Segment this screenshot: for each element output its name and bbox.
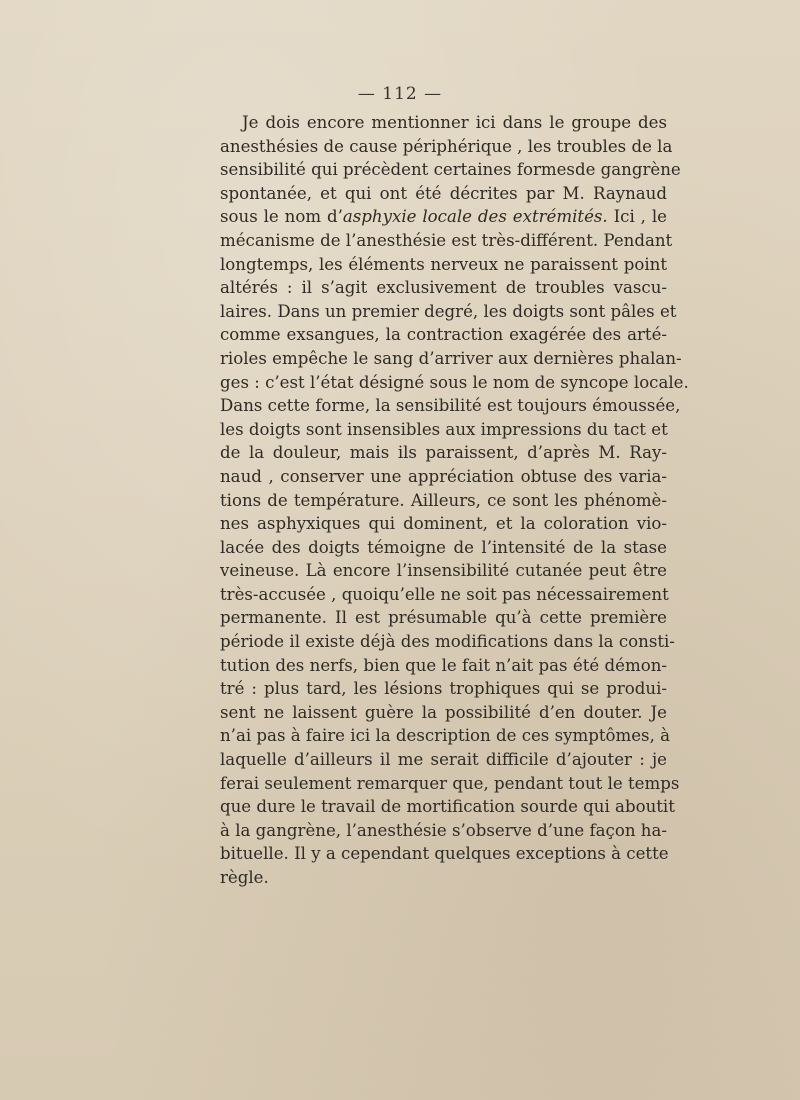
text-line: ferai seulement remarquer que, pendant tout le temps bbox=[220, 773, 680, 793]
text-line: anesthésies de cause périphérique , les troubles de la bbox=[220, 136, 673, 156]
text-line: lacée des doigts témoigne de l’intensité de la stase bbox=[220, 537, 667, 557]
text-line: nes asphyxiques qui dominent, et la coloration vio- bbox=[220, 514, 667, 534]
text-line: tution des nerfs, bien que le fait n’ait pas été démon- bbox=[220, 655, 667, 675]
text-line: spontanée, et qui ont été décrites par M. Raynaud bbox=[220, 183, 667, 203]
text-line: sensibilité qui précèdent certaines formesde gangrène bbox=[220, 160, 681, 180]
text-line: tré : plus tard, les lésions trophiques qui se produi- bbox=[220, 679, 667, 699]
text-line: de la douleur, mais ils paraissent, d’après M. Ray- bbox=[220, 443, 667, 463]
body-text-paragraph bbox=[220, 111, 689, 890]
text-line: rioles empêche le sang d’arriver aux dernières phalan- bbox=[220, 348, 682, 368]
text-line: laquelle d’ailleurs il me serait difficile d’ajouter : je bbox=[220, 750, 667, 770]
text-line: naud , conserver une appréciation obtuse des varia- bbox=[220, 466, 667, 486]
text-line: longtemps, les éléments nerveux ne paraissent point bbox=[220, 254, 667, 274]
text-line: comme exsangues, la contraction exagérée des arté- bbox=[220, 325, 667, 345]
text-line: tions de température. Ailleurs, ce sont les phénomè- bbox=[220, 490, 667, 510]
text-line: veineuse. Là encore l’insensibilité cutanée peut être bbox=[220, 561, 667, 581]
text-line: altérés : il s’agit exclusivement de troubles vascu- bbox=[220, 278, 667, 298]
text-line: laires. Dans un premier degré, les doigts sont pâles et bbox=[220, 301, 677, 321]
text-line: bituelle. Il y a cependant quelques exceptions à cette bbox=[220, 844, 669, 864]
text-line: Je dois encore mentionner ici dans le groupe des bbox=[242, 113, 667, 132]
text-line: période il existe déjà des modifications dans la consti- bbox=[220, 632, 675, 652]
text-line: n’ai pas à faire ici la description de ces symptômes, à bbox=[220, 726, 671, 746]
text-line: Dans cette forme, la sensibilité est toujours émoussée, bbox=[220, 396, 681, 416]
text-line: les doigts sont insensibles aux impressions du tact et bbox=[220, 419, 668, 439]
text-line: règle. bbox=[220, 868, 269, 887]
text-segment: Ici , le bbox=[607, 207, 667, 227]
text-line: mécanisme de l’anesthésie est très-différent. Pendant bbox=[220, 230, 673, 250]
italic-term: asphyxie locale des extrémités. bbox=[342, 207, 608, 227]
text-segment: sous le nom d’ bbox=[220, 207, 343, 227]
text-line bbox=[220, 205, 667, 229]
page-number: — 112 — bbox=[357, 84, 443, 104]
text-line: que dure le travail de mortification sourde qui aboutit bbox=[220, 797, 675, 817]
text-line: permanente. Il est présumable qu’à cette première bbox=[220, 608, 667, 628]
text-line: à la gangrène, l’anesthésie s’observe d’une façon ha- bbox=[220, 820, 667, 840]
text-line: très-accusée , quoiqu’elle ne soit pas nécessairement bbox=[220, 584, 669, 604]
text-line: ges : c’est l’état désigné sous le nom de syncope locale. bbox=[220, 372, 689, 392]
text-line: sent ne laissent guère la possibilité d’en douter. Je bbox=[220, 702, 667, 722]
